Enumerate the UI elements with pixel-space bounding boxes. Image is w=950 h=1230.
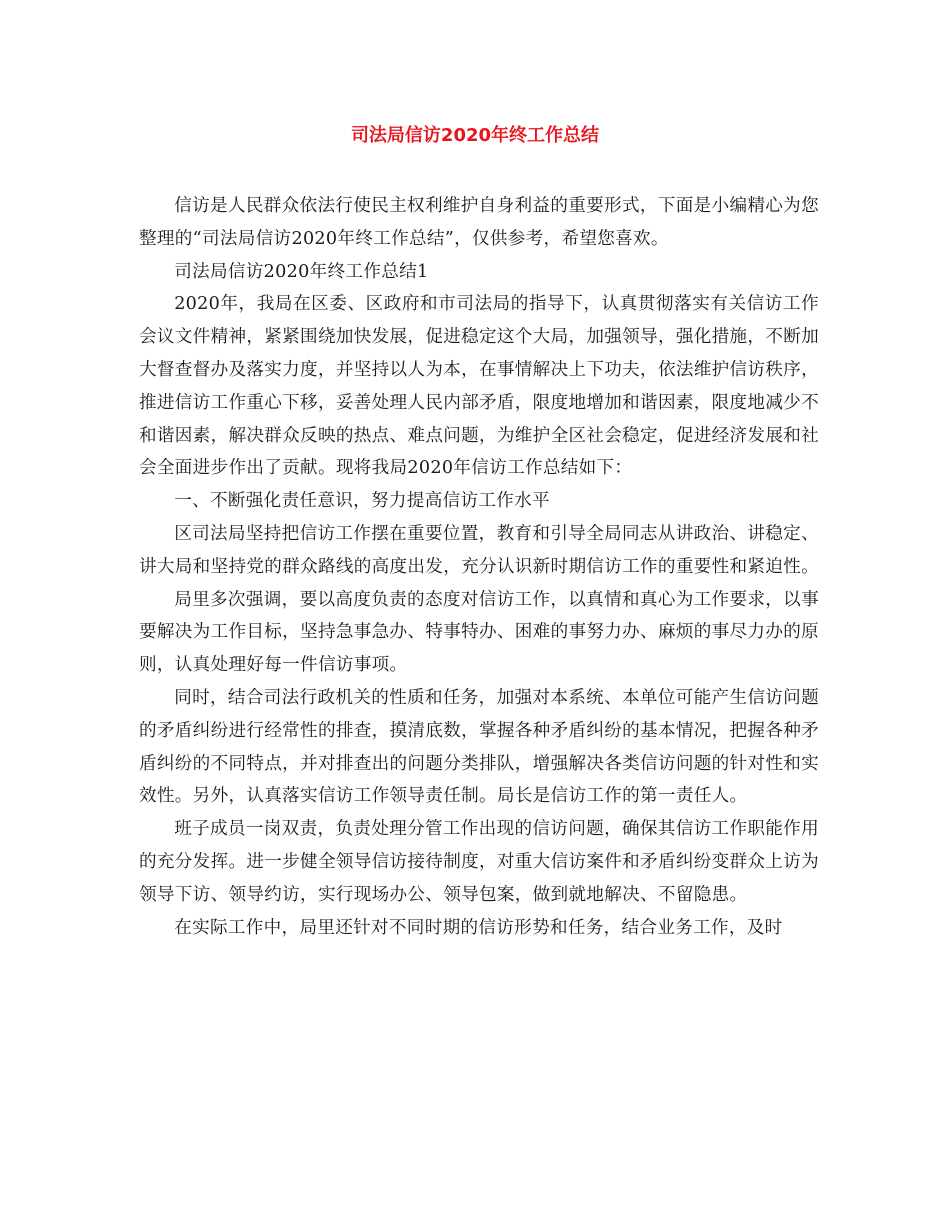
paragraph-body: 班子成员一岗双责，负责处理分管工作出现的信访问题，确保其信访工作职能作用的充分发挥。进一步健全领导信访接待制度，对重大信访案件和矛盾纠纷变群众上访为领导下访、领导约访，实行现场办公、领导包案，做到就地解决、不留隐患。 xyxy=(139,819,819,905)
paragraph-body: 同时，结合司法行政机关的性质和任务，加强对本系统、本单位可能产生信访问题的矛盾纠纷进行经常性的排查，摸清底数，掌握各种矛盾纠纷的基本情况，把握各种矛盾纠纷的不同特点，并对排查出的问题分类排队，增强解决各类信访问题的针对性和实效性。另外，认真落实信访工作领导责任制。局长是信访工作的第一责任人。 xyxy=(139,687,819,807)
paragraph-body: 区司法局坚持把信访工作摆在重要位置，教育和引导全局同志从讲政治、讲稳定、讲大局和坚持党的群众路线的高度出发，充分认识新时期信访工作的重要性和紧迫性。 xyxy=(139,523,819,577)
paragraph-subtitle: 司法局信访2020年终工作总结1 xyxy=(174,261,429,282)
paragraph-summary: 2020年，我局在区委、区政府和市司法局的指导下，认真贯彻落实有关信访工作会议文件精神，紧紧围绕加快发展，促进稳定这个大局，加强领导，强化措施，不断加大督查督办及落实力度，并坚持以人为本，在事情解决上下功夫，依法维护信访秩序，推进信访工作重心下移，妥善处理人民内部矛盾，限度地增加和谐因素，限度地减少不和谐因素，解决群众反映的热点、难点问题，为维护全区社会稳定，促进经济发展和社会全面进步作出了贡献。现将我局2020年信访工作总结如下： xyxy=(139,294,819,479)
section-heading-1: 一、不断强化责任意识，努力提高信访工作水平 xyxy=(174,491,550,512)
document-body xyxy=(139,190,819,944)
paragraph-intro: 信访是人民群众依法行使民主权利维护自身利益的重要形式，下面是小编精心为您整理的“司法局信访2020年终工作总结”，仅供参考，希望您喜欢。 xyxy=(139,196,819,249)
paragraph-body: 在实际工作中，局里还针对不同时期的信访形势和任务，结合业务工作，及时 xyxy=(174,917,783,938)
paragraph-body: 局里多次强调，要以高度负责的态度对信访工作，以真情和真心为工作要求，以事要解决为工作目标，坚持急事急办、特事特办、困难的事努力办、麻烦的事尽力办的原则，认真处理好每一件信访事项。 xyxy=(139,589,819,676)
document-title: 司法局信访2020年终工作总结 xyxy=(350,125,600,146)
